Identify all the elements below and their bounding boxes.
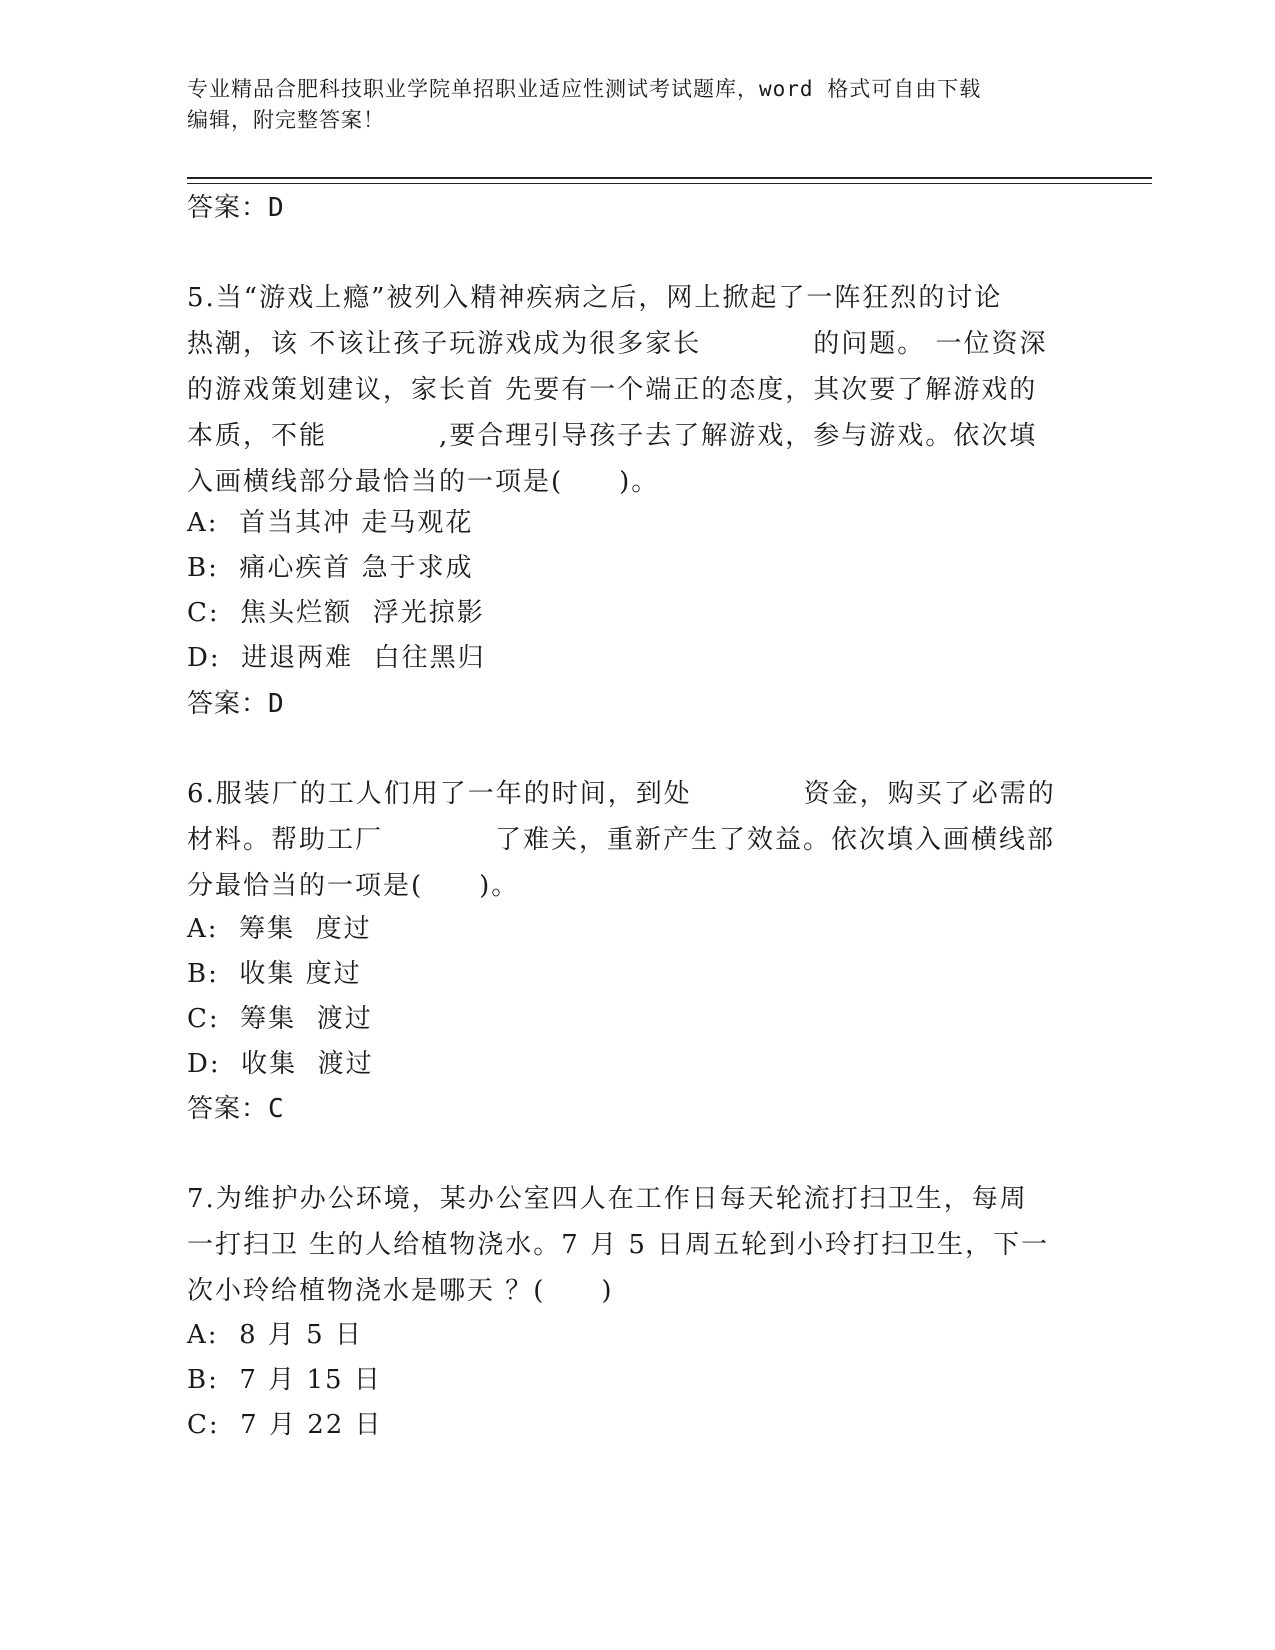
question-5-answer: 答案：D bbox=[187, 689, 285, 719]
question-6-option-c: C: 筹集 渡过 bbox=[187, 1004, 373, 1034]
page-header bbox=[187, 74, 1067, 136]
previous-answer: 答案：D bbox=[187, 193, 285, 223]
question-6-line: 材料。帮助工厂 了难关，重新产生了效益。依次填入画横线部 bbox=[187, 825, 1056, 855]
question-5-line: 本质，不能 ,要合理引导孩子去了解游戏，参与游戏。依次填 bbox=[187, 421, 1038, 451]
question-6-option-b: B: 收集 度过 bbox=[187, 959, 362, 989]
question-5-line: 的游戏策划建议，家长首 先要有一个端正的态度，其次要了解游戏的 bbox=[187, 375, 1038, 405]
question-6-line: 分最恰当的一项是( )。 bbox=[187, 871, 520, 901]
question-5-line: 5.当“游戏上瘾”被列入精神疾病之后，网上掀起了一阵狂烈的讨论 bbox=[187, 283, 1003, 313]
question-5-option-a: A: 首当其冲 走马观花 bbox=[187, 508, 474, 538]
header-divider-thin bbox=[187, 183, 1152, 184]
question-6-option-d: D: 收集 渡过 bbox=[187, 1049, 374, 1079]
question-5-option-d: D: 进退两难 白往黑归 bbox=[187, 643, 486, 673]
question-5-text bbox=[187, 275, 1077, 505]
question-7-option-b: B: 7 月 15 日 bbox=[187, 1365, 382, 1395]
header-line-2: 编辑，附完整答案！ bbox=[187, 108, 385, 132]
header-line-1: 专业精品合肥科技职业学院单招职业适应性测试考试题库，word 格式可自由下载 bbox=[187, 77, 982, 101]
question-7-line: 7.为维护办公环境，某办公室四人在工作日每天轮流打扫卫生，每周 bbox=[187, 1184, 1028, 1214]
question-6-text bbox=[187, 771, 1077, 909]
question-6-option-a: A: 筹集 度过 bbox=[187, 914, 372, 944]
question-5-line: 热潮，该 不该让孩子玩游戏成为很多家长 的问题。 一位资深 bbox=[187, 329, 1048, 359]
question-6-line: 6.服装厂的工人们用了一年的时间，到处 资金，购买了必需的 bbox=[187, 779, 1056, 809]
header-divider-thick bbox=[187, 177, 1152, 179]
question-5-option-c: C: 焦头烂额 浮光掠影 bbox=[187, 598, 485, 628]
question-7-text bbox=[187, 1176, 1077, 1314]
question-5-option-b: B: 痛心疾首 急于求成 bbox=[187, 553, 474, 583]
question-6-answer: 答案：C bbox=[187, 1094, 285, 1124]
question-5-line: 入画横线部分最恰当的一项是( )。 bbox=[187, 467, 660, 497]
question-7-option-a: A: 8 月 5 日 bbox=[187, 1320, 363, 1350]
question-7-line: 一打扫卫 生的人给植物浇水。7 月 5 日周五轮到小玲打扫卫生，下一 bbox=[187, 1230, 1050, 1260]
question-7-option-c: C: 7 月 22 日 bbox=[187, 1410, 383, 1440]
question-7-line: 次小玲给植物浇水是哪天 ？( ) bbox=[187, 1276, 614, 1306]
